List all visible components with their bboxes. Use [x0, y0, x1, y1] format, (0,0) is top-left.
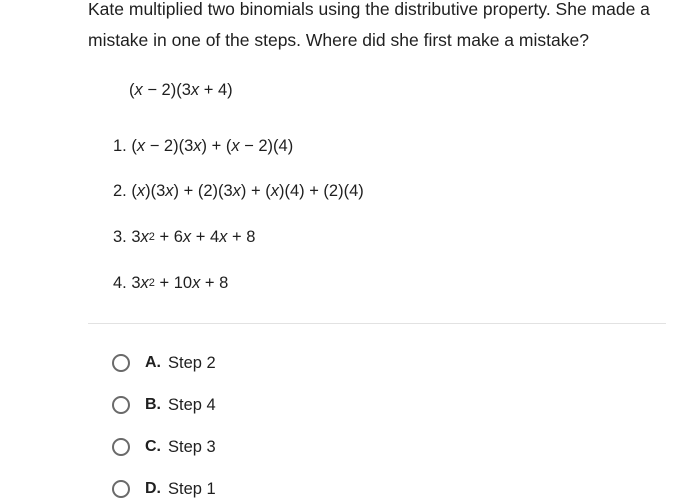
step-variable: x: [182, 228, 192, 246]
choice-label: Step 3: [168, 437, 216, 456]
step-variable: x: [270, 182, 279, 200]
choice-label: Step 4: [168, 395, 216, 414]
step-part: ) + (: [201, 137, 232, 155]
step-variable: x: [140, 274, 149, 292]
step-variable: x: [136, 137, 146, 155]
step-exponent: 2: [148, 277, 155, 289]
expr-variable: x: [134, 81, 143, 99]
step-variable: x: [232, 182, 241, 200]
expr-part: (: [129, 81, 135, 99]
step-variable: x: [136, 182, 146, 200]
step-part: (: [131, 137, 137, 155]
radio-button-c[interactable]: [112, 438, 130, 456]
step-variable: x: [231, 137, 240, 155]
step-variable: x: [219, 228, 228, 246]
step-3: [113, 227, 255, 247]
step-part: 3: [131, 228, 141, 246]
choice-label: Step 1: [168, 479, 216, 498]
step-part: + 8: [227, 228, 256, 246]
step-part: 3: [131, 274, 141, 292]
step-number: 3.: [113, 228, 132, 246]
choice-b[interactable]: [112, 392, 216, 418]
step-part: )(3: [145, 182, 166, 200]
step-1: [113, 136, 293, 156]
choice-letter: A.: [145, 354, 161, 371]
step-part: + 4: [191, 228, 220, 246]
choice-letter: D.: [145, 480, 161, 497]
step-part: − 2)(4): [239, 137, 294, 155]
step-2: [113, 181, 364, 201]
divider: [88, 323, 666, 324]
step-number: 4.: [113, 274, 132, 292]
step-part: − 2)(3: [145, 137, 194, 155]
step-part: + 6: [154, 228, 183, 246]
original-expression: [129, 80, 233, 100]
step-variable: x: [140, 228, 149, 246]
expr-part: + 4): [199, 81, 233, 99]
step-part: )(4) + (2)(4): [278, 182, 364, 200]
step-4: [113, 273, 228, 293]
radio-button-b[interactable]: [112, 396, 130, 414]
step-part: ) + (2)(3: [173, 182, 233, 200]
radio-button-d[interactable]: [112, 480, 130, 498]
step-exponent: 2: [148, 231, 155, 243]
step-part: (: [131, 182, 137, 200]
question-text: Kate multiplied two binomials using the distributive property. She made a mistake in one of the steps. Where did she first make a mistake?: [88, 0, 650, 50]
radio-button-a[interactable]: [112, 354, 130, 372]
choice-d[interactable]: [112, 476, 216, 502]
choice-a[interactable]: [112, 350, 216, 376]
step-number: 1.: [113, 137, 132, 155]
step-number: 2.: [113, 182, 132, 200]
step-part: ) + (: [240, 182, 271, 200]
step-part: + 10: [154, 274, 193, 292]
choice-letter: C.: [145, 438, 161, 455]
choice-label: Step 2: [168, 353, 216, 372]
expr-variable: x: [190, 81, 200, 99]
expr-part: − 2)(3: [142, 81, 191, 99]
choice-letter: B.: [145, 396, 161, 413]
step-variable: x: [193, 137, 202, 155]
choice-c[interactable]: [112, 434, 216, 460]
step-variable: x: [165, 182, 174, 200]
step-variable: x: [192, 274, 201, 292]
step-part: + 8: [200, 274, 229, 292]
